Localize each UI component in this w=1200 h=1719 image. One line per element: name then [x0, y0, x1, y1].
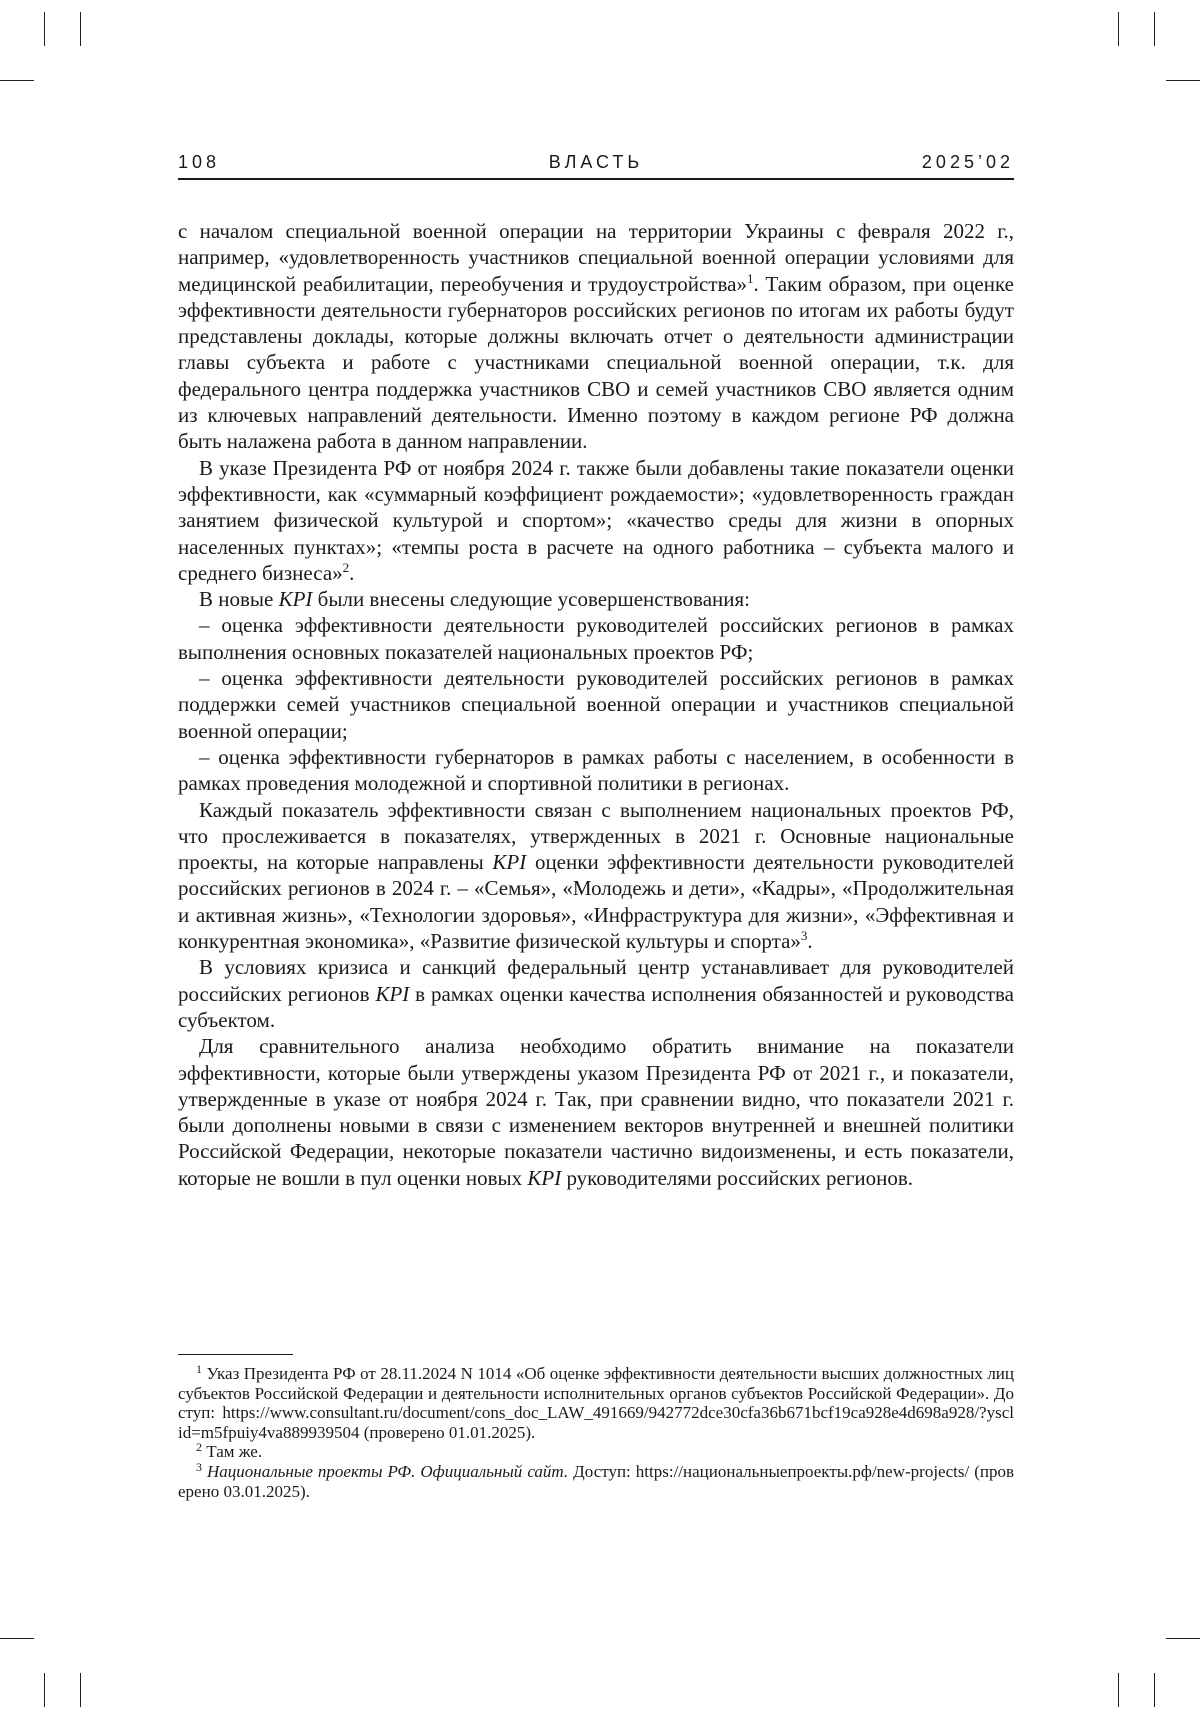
footnotes — [178, 1364, 1014, 1501]
footnote: $^3$ Национальные проекты РФ. Официальный сайт. Доступ: https://национальныепроекты.рф/new-projects/ (проверено 03.01.2025). — [178, 1459, 1015, 1501]
footnote-ref[interactable]: 2 — [342, 559, 350, 575]
kpi-term: KPI — [527, 1165, 562, 1190]
crop-mark — [0, 80, 34, 81]
crop-mark — [80, 12, 81, 46]
running-header — [178, 148, 1014, 180]
crop-mark — [44, 12, 45, 46]
paragraph: В новые KPI были внесены следующие усовершенствования: — [199, 587, 750, 612]
footnote-number: 2 — [196, 1440, 202, 1455]
paragraph: В условиях кризиса и санкций федеральный центр устанавливает для руководителей российских регионов KPI в рамках оценки качества исполнения обязанностей и руководства субъектом. — [178, 955, 1015, 1032]
crop-mark — [80, 1673, 81, 1707]
paragraph: Каждый показатель эффективности связан с выполнением национальных проектов РФ, что прослеживается в показателях, утвержденных в 2021 г. Основные национальные проекты, на которые направлены KPI оценки эффективности деятельности руководителей российских регионов в 2024 г. – «Семья», «Молодежь и дети», «Кадры», «Продолжительная и активная жизнь», «Технологии здоровья», «Инфраструктура для жизни», «Эффективная и конкурентная экономика», «Развитие физической культуры и спорта»$^3$. — [178, 797, 1015, 954]
kpi-term: KPI — [278, 587, 313, 612]
list-item: – оценка эффективности деятельности руководителей российских регионов в рамках поддержки семей участников специальной военной операции и участников специальной военной операции; — [178, 666, 1014, 743]
journal-title: ВЛАСТЬ — [548, 152, 644, 172]
issue-number: 2025’02 — [921, 152, 1014, 172]
crop-mark — [44, 1673, 45, 1707]
kpi-term: KPI — [375, 981, 410, 1006]
list-item: – оценка эффективности деятельности руководителей российских регионов в рамках выполнения основных показателей национальных проектов РФ; — [178, 613, 1014, 664]
page-number: 108 — [178, 152, 221, 172]
crop-mark — [1166, 80, 1200, 81]
footnote-ref[interactable]: 1 — [746, 270, 754, 286]
footnote-number: 1 — [196, 1362, 202, 1376]
crop-mark — [1154, 12, 1155, 46]
article-body — [178, 218, 1014, 1191]
paragraph: В указе Президента РФ от ноября 2024 г. также были добавлены такие показатели оценки эффективности, как «суммарный коэффициент рождаемости»; «удовлетворенность граждан занятием физической культурой и спортом»; «качество среды для жизни в опорных населенных пунктах»; «темпы роста в расчете на одного работника – субъекта малого и среднего бизнеса»$^2$. — [178, 455, 1014, 585]
footnote-ref[interactable]: 3 — [800, 928, 808, 944]
crop-mark — [1118, 12, 1119, 46]
list-item: – оценка эффективности губернаторов в рамках работы с населением, в особенности в рамках проведения молодежной и спортивной политики в регионах. — [178, 744, 1014, 796]
crop-mark — [0, 1638, 34, 1639]
footnote-divider — [178, 1354, 293, 1355]
paragraph: с началом специальной военной операции на территории Украины с февраля 2022 г., например, «удовлетворенность участников специальной военной операции условиями для медицинской реабилитации, переобучения и трудоустройства»$^1$. Таким образом, при оценке эффективности деятельности губернаторов российских регионов по итогам их работы будут представлены доклады, которые должны включать отчет о деятельности администрации главы субъекта и работе с участниками специальной военной операции, т.к. для федерального центра поддержка участников СВО и семей участников СВО является одним из ключевых направлений деятельности. Именно поэтому в каждом регионе РФ должна быть налажена работа в данном направлении. — [178, 219, 1014, 454]
paragraph: Для сравнительного анализа необходимо обратить внимание на показатели эффективности, которые были утверждены указом Президента РФ от 2021 г., и показатели, утвержденные в указе от ноября 2024 г. Так, при сравнении видно, что показатели 2021 г. были дополнены новыми в связи с изменением векторов внутренней и внешней политики Российской Федерации, некоторые показатели частично видоизменены, и есть показатели, которые не вошли в пул оценки новых KPI руководителями российских регионов. — [178, 1034, 1014, 1190]
crop-mark — [1118, 1673, 1119, 1707]
crop-mark — [1154, 1673, 1155, 1707]
crop-mark — [1166, 1638, 1200, 1639]
footnote-number: 3 — [196, 1459, 202, 1474]
footnote: $^2$ Там же. — [196, 1440, 263, 1462]
footnote: $^1$ Указ Президента РФ от 28.11.2024 N 1014 «Об оценке эффективности деятельности высших должностных лиц субъектов Российской Федерации и деятельности исполнительных органов субъектов Российской Федерации». Доступ: https://www.consultant.ru/document/cons_doc_LAW_491669/942772dce30cfa36b671bcf19ca928e4d698a928/?ysclid=m5fpuiy4va889939504 (проверено 01.01.2025). — [178, 1362, 1014, 1442]
kpi-term: KPI — [492, 850, 527, 875]
